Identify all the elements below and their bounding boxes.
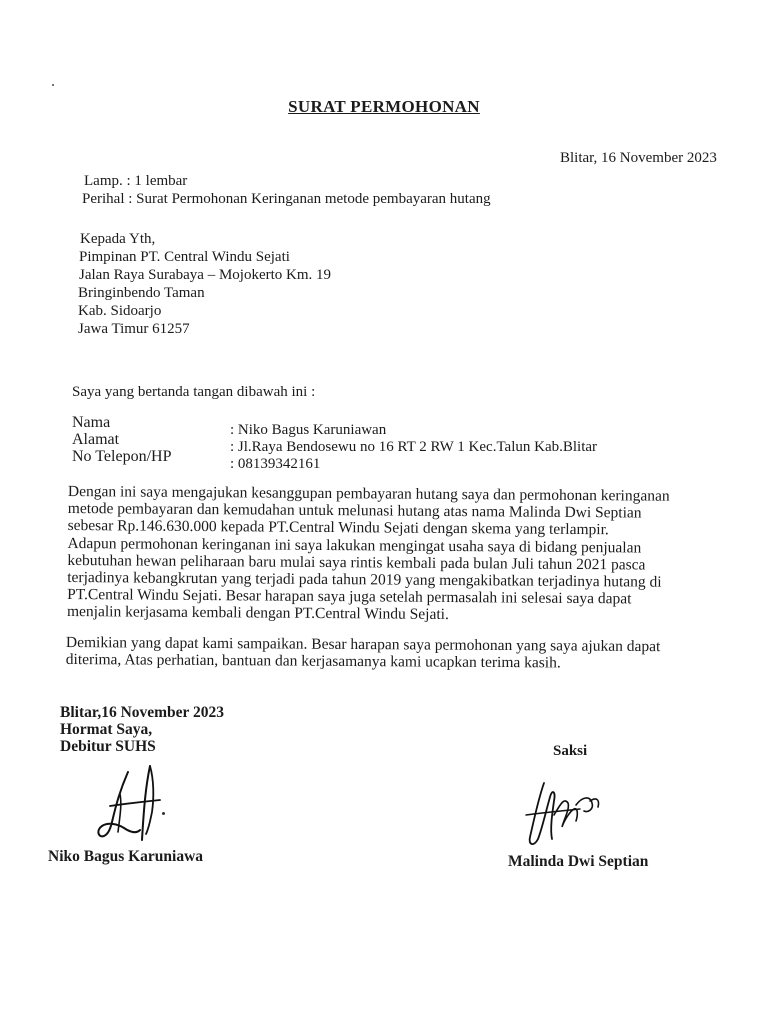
signoff-regards: Hormat Saya,	[60, 721, 153, 738]
signer-name: Niko Bagus Karuniawa	[48, 848, 204, 865]
body-line: kebutuhan hewan peliharaan baru mulai saya rintis kembali pada bulan Juli tahun 2021 pasca	[67, 551, 646, 574]
recipient-line: Jalan Raya Surabaya – Mojokerto Km. 19	[79, 267, 332, 283]
phone-label: No Telepon/HP	[72, 448, 172, 465]
closing-line: diterima, Atas perhatian, bantuan dan kerjasamanya kami ucapkan terima kasih.	[65, 651, 561, 672]
body-line: Dengan ini saya mengajukan kesanggupan pembayaran hutang saya dan permohonan keringanan	[67, 483, 670, 505]
name-label: Nama	[72, 414, 111, 431]
body-line: terjadinya kebangkrutan yang terjadi pada tahun 2019 yang mengakibatkan terjadinya hutang di	[67, 569, 662, 591]
body-line: Adapun permohonan keringanan ini saya lakukan mengingat usaha saya di bidang penjualan	[67, 534, 642, 557]
body-line: metode pembayaran dan kemudahan untuk melunasi hutang atas nama Malinda Dwi Septian	[67, 500, 642, 522]
signoff-date: Blitar,16 November 2023	[60, 704, 225, 721]
signoff-block	[60, 704, 224, 755]
recipient-line: Jawa Timur 61257	[78, 321, 190, 337]
witness-name: Malinda Dwi Septian	[508, 853, 649, 870]
closing-line: Demikian yang dapat kami sampaikan. Besar harapan saya permohonan yang saya ajukan dapat	[65, 634, 661, 656]
identity-labels	[72, 414, 171, 465]
closing-paragraph	[66, 634, 661, 673]
place-date: Blitar, 16 November 2023	[560, 150, 717, 166]
subject-line: Perihal : Surat Permohonan Keringanan metode pembayaran hutang	[82, 191, 491, 207]
phone-value: : 08139342161	[230, 456, 321, 472]
scan-speck	[52, 84, 54, 86]
name-value: : Niko Bagus Karuniawan	[230, 422, 387, 438]
recipient-address	[80, 230, 331, 338]
signature-dot	[162, 812, 165, 815]
body-line: PT.Central Windu Sejati. Besar harapan saya juga setelah permasalah ini selesai saya dapat	[67, 586, 632, 608]
letter-title: SURAT PERMOHONAN	[288, 97, 480, 116]
body-line: sebesar Rp.146.630.000 kepada PT.Central Windu Sejati dengan skema yang terlampir.	[67, 517, 609, 539]
debtor-signature	[90, 760, 180, 850]
identity-values	[230, 422, 597, 473]
address-label: Alamat	[72, 431, 120, 448]
recipient-line: Kab. Sidoarjo	[78, 303, 162, 319]
body-line: menjalin kerjasama kembali dengan PT.Central Windu Sejati.	[66, 603, 449, 624]
body-paragraph	[67, 483, 670, 625]
address-value: : Jl.Raya Bendosewu no 16 RT 2 RW 1 Kec.Talun Kab.Blitar	[230, 439, 598, 455]
witness-label: Saksi	[553, 743, 588, 759]
recipient-line: Bringinbendo Taman	[78, 285, 205, 301]
recipient-line: Kepada Yth,	[80, 231, 156, 247]
recipient-line: Pimpinan PT. Central Windu Sejati	[79, 249, 290, 265]
intro-line: Saya yang bertanda tangan dibawah ini :	[72, 384, 316, 400]
signoff-role: Debitur SUHS	[60, 738, 156, 755]
witness-signature	[520, 775, 630, 850]
attachment-line: Lamp. : 1 lembar	[84, 173, 188, 189]
